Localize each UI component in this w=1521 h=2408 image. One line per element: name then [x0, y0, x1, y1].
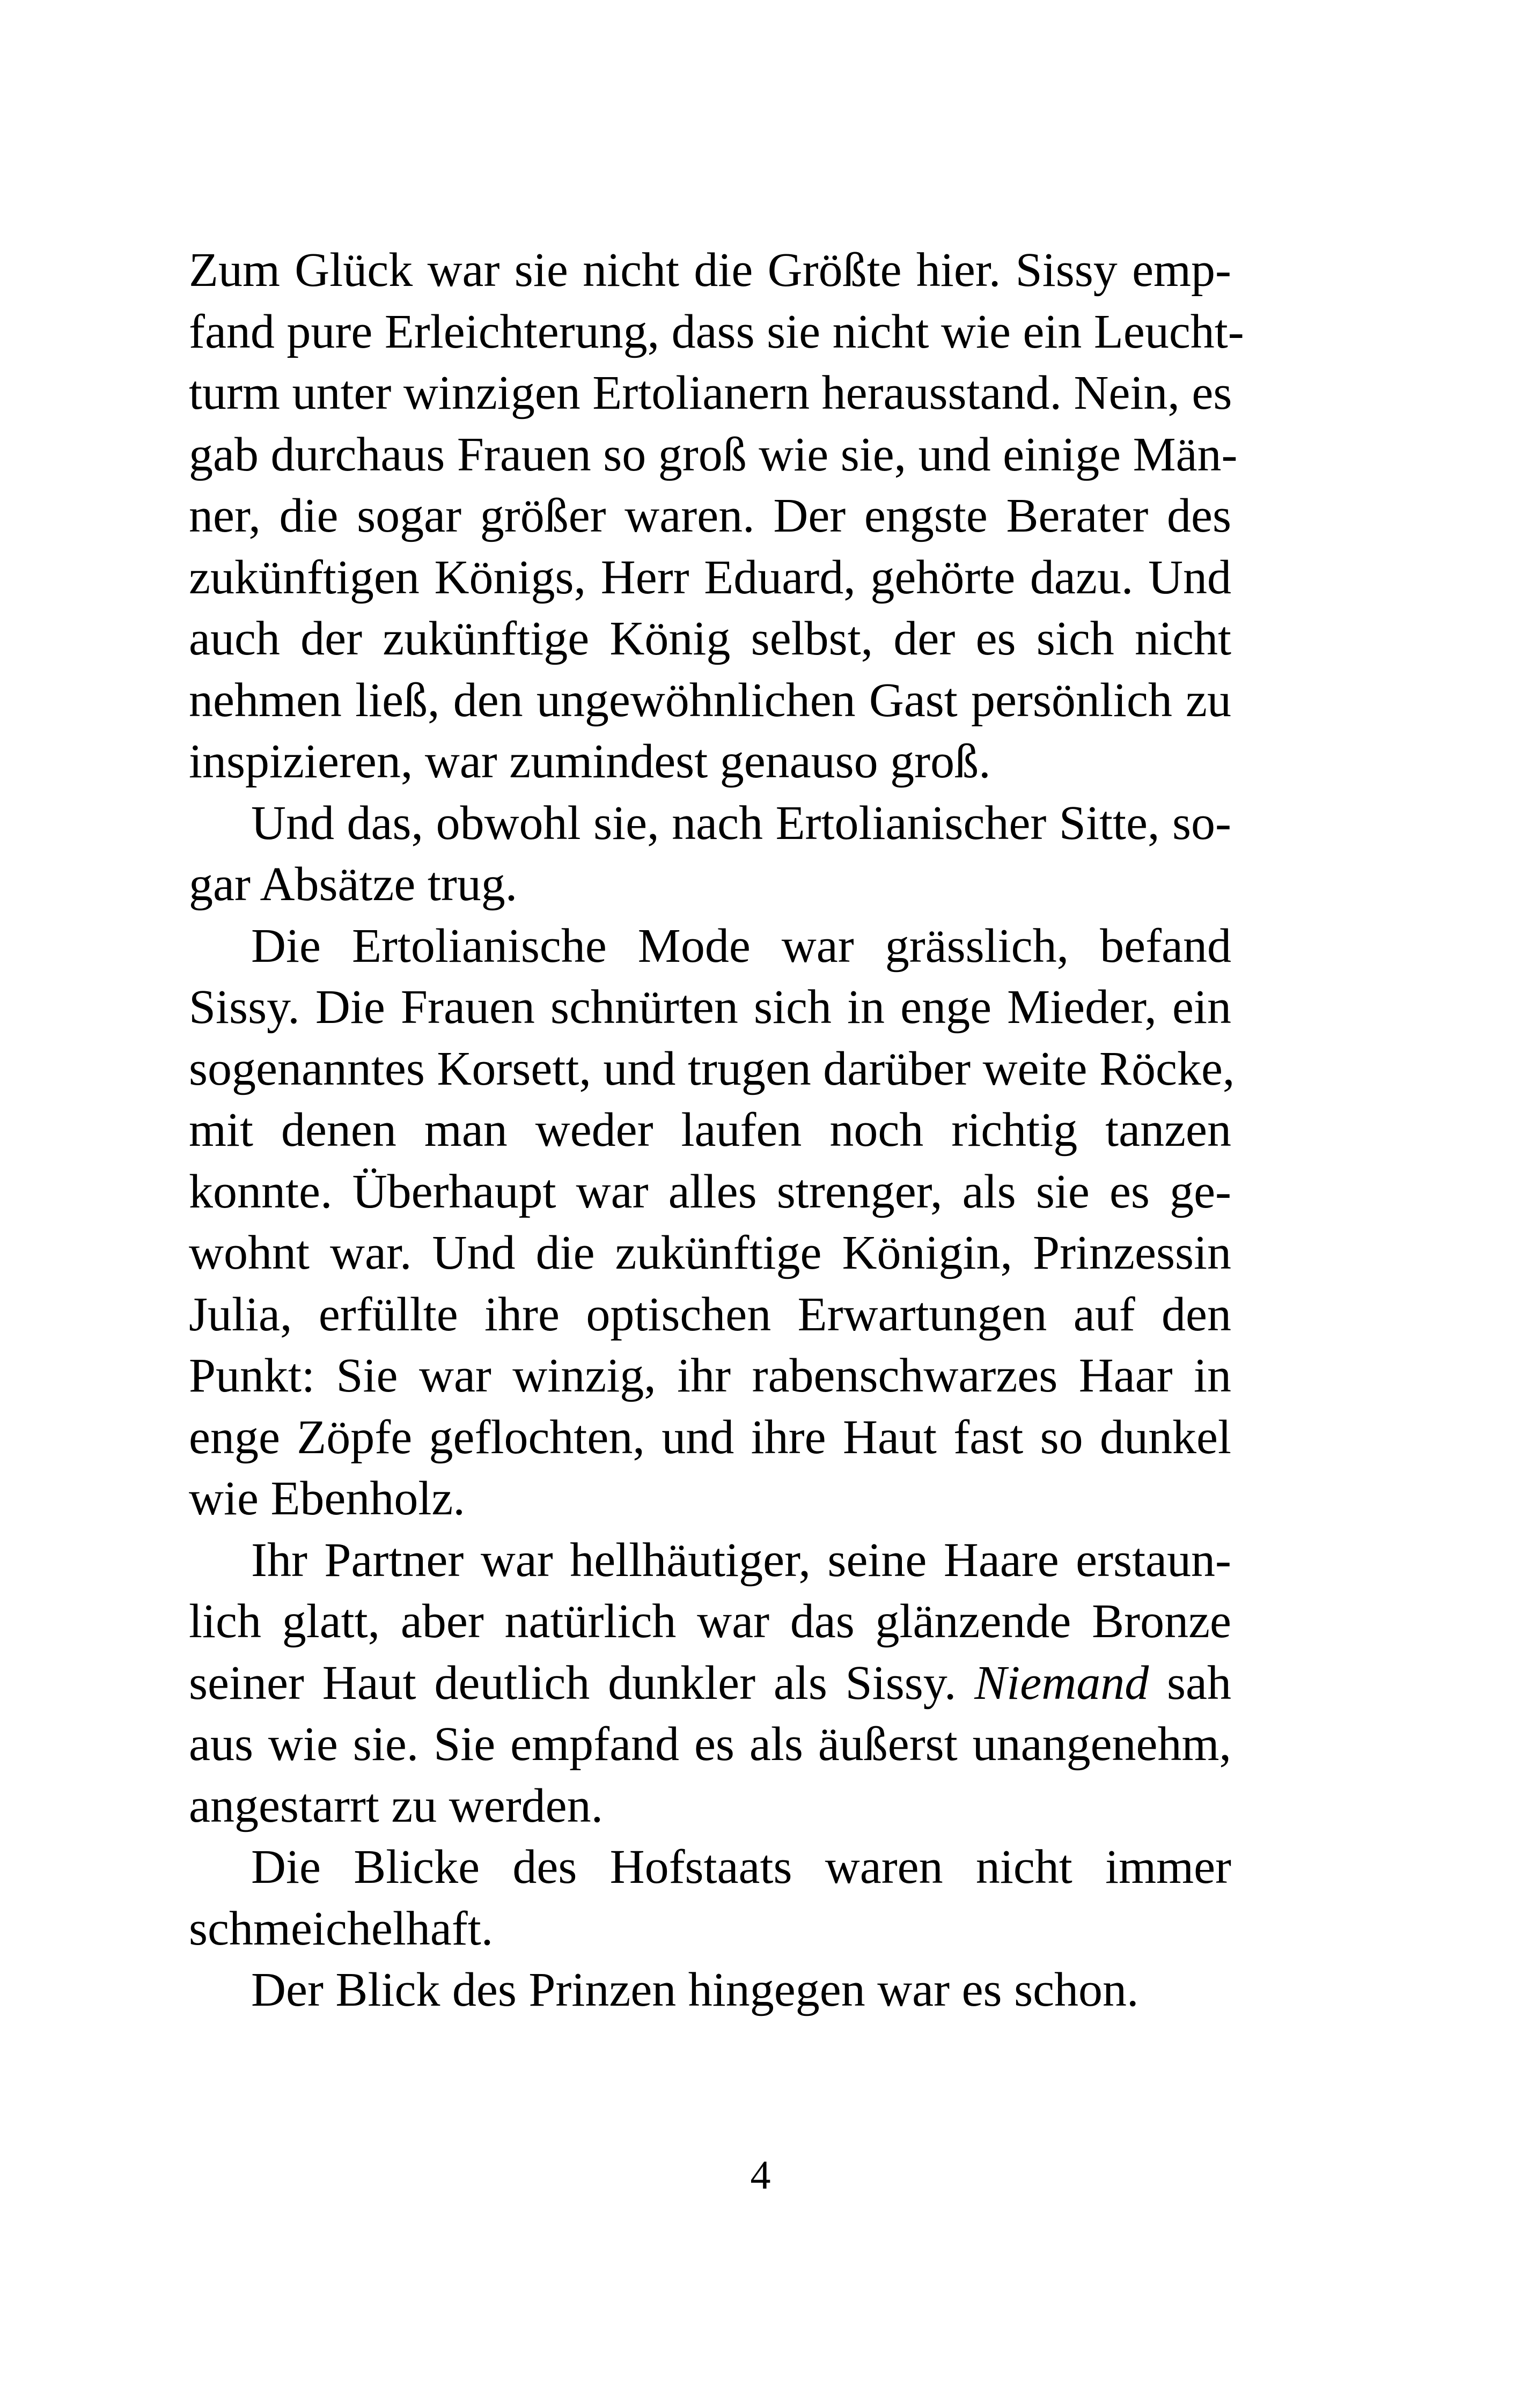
text-line: angestarrt zu werden.: [189, 1779, 604, 1832]
text-line: schmeichelhaft.: [189, 1902, 494, 1955]
text-line: zukünftigen Königs, Herr Eduard, gehörte dazu. Und: [189, 550, 1231, 604]
text-line: inspizieren, war zumindest genauso groß.: [189, 735, 991, 788]
text-line: lich glatt, aber natürlich war das glänzende Bronze: [189, 1595, 1231, 1648]
text-line: Punkt: Sie war winzig, ihr rabenschwarzes Haar in: [189, 1349, 1231, 1402]
text-line: Ihr Partner war hellhäutiger, seine Haare erstaun-: [251, 1533, 1231, 1587]
text-line: Sissy. Die Frauen schnürten sich in enge Mieder, ein: [189, 981, 1231, 1034]
text-segment: sah: [1149, 1656, 1231, 1710]
text-line: gar Absätze trug.: [189, 858, 518, 911]
text-line: Zum Glück war sie nicht die Größte hier. Sissy emp-: [189, 244, 1231, 297]
text-line: Der Blick des Prinzen hingegen war es schon.: [251, 1963, 1139, 2016]
text-line: fand pure Erleichterung, dass sie nicht wie ein Leucht-: [189, 305, 1244, 358]
text-line: turm unter winzigen Ertolianern herausstand. Nein, es: [189, 366, 1232, 419]
text-line: gab durchaus Frauen so groß wie sie, und einige Män-: [189, 428, 1238, 481]
emphasized-word: Niemand: [974, 1656, 1149, 1710]
text-line: mit denen man weder laufen noch richtig tanzen: [189, 1103, 1231, 1157]
text-line: enge Zöpfe geflochten, und ihre Haut fast so dunkel: [189, 1410, 1231, 1464]
text-line: sogenanntes Korsett, und trugen darüber weite Röcke,: [189, 1042, 1235, 1095]
body-text: [189, 240, 1244, 2021]
text-line: ner, die sogar größer waren. Der engste Berater des: [189, 489, 1231, 542]
text-line: wohnt war. Und die zukünftige Königin, Prinzessin: [189, 1226, 1231, 1279]
text-line: Und das, obwohl sie, nach Ertolianischer Sitte, so-: [251, 796, 1231, 850]
text-segment: seiner Haut deutlich dunkler als Sissy.: [189, 1656, 975, 1710]
text-line: konnte. Überhaupt war alles strenger, als sie es ge-: [189, 1165, 1231, 1218]
text-line: aus wie sie. Sie empfand es als äußerst unangenehm,: [189, 1718, 1231, 1771]
page-number: 4: [750, 2153, 771, 2198]
text-line: Die Blicke des Hofstaats waren nicht immer: [251, 1840, 1231, 1894]
text-line: auch der zukünftige König selbst, der es sich nicht: [189, 612, 1231, 665]
text-line: Die Ertolianische Mode war grässlich, befand: [251, 919, 1231, 973]
text-line: nehmen ließ, den ungewöhnlichen Gast persönlich zu: [189, 673, 1231, 727]
text-line: [189, 1653, 1231, 1714]
text-line: wie Ebenholz.: [189, 1472, 465, 1525]
text-line: Julia, erfüllte ihre optischen Erwartungen auf den: [189, 1287, 1231, 1341]
